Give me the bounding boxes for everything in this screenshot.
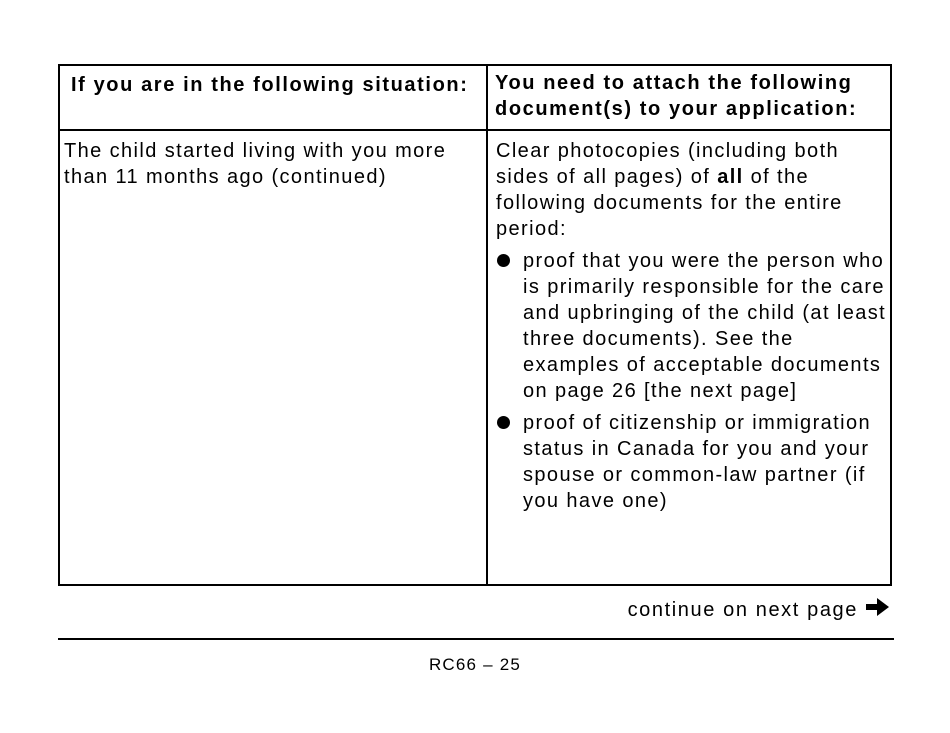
column-divider — [486, 66, 488, 584]
intro-text-after: of the following documents for the entire period: — [496, 166, 843, 240]
intro-bold-all: all — [717, 166, 744, 188]
arrow-right-icon — [864, 596, 890, 624]
documents-list — [496, 248, 888, 514]
requirements-table — [58, 64, 892, 586]
footer-rule — [58, 638, 894, 640]
bullet-icon — [497, 416, 510, 429]
header-divider — [60, 129, 890, 131]
list-item-text: proof of citizenship or immigration status in Canada for you and your spouse or common-law partner (if you have one) — [523, 412, 872, 512]
situation-cell: The child started living with you more than 11 months ago (continued) — [64, 140, 447, 188]
documents-intro — [496, 138, 888, 242]
intro-text-before: Clear photocopies (including both sides of all pages) of — [496, 140, 840, 188]
bullet-icon — [497, 254, 510, 267]
page-number: RC66 – 25 — [428, 655, 522, 674]
continue-label: continue on next page — [627, 598, 858, 621]
list-item — [496, 410, 888, 514]
header-situation: If you are in the following situation: — [71, 74, 469, 96]
continue-next-page — [628, 596, 890, 624]
documents-cell — [496, 138, 888, 514]
header-documents: You need to attach the following document(s) to your application: — [495, 72, 858, 120]
list-item-text: proof that you were the person who is primarily responsible for the care and upbringing of the child (at least three documents). See the examples of acceptable documents on page 26 [the next page] — [523, 250, 887, 402]
list-item — [496, 248, 888, 404]
